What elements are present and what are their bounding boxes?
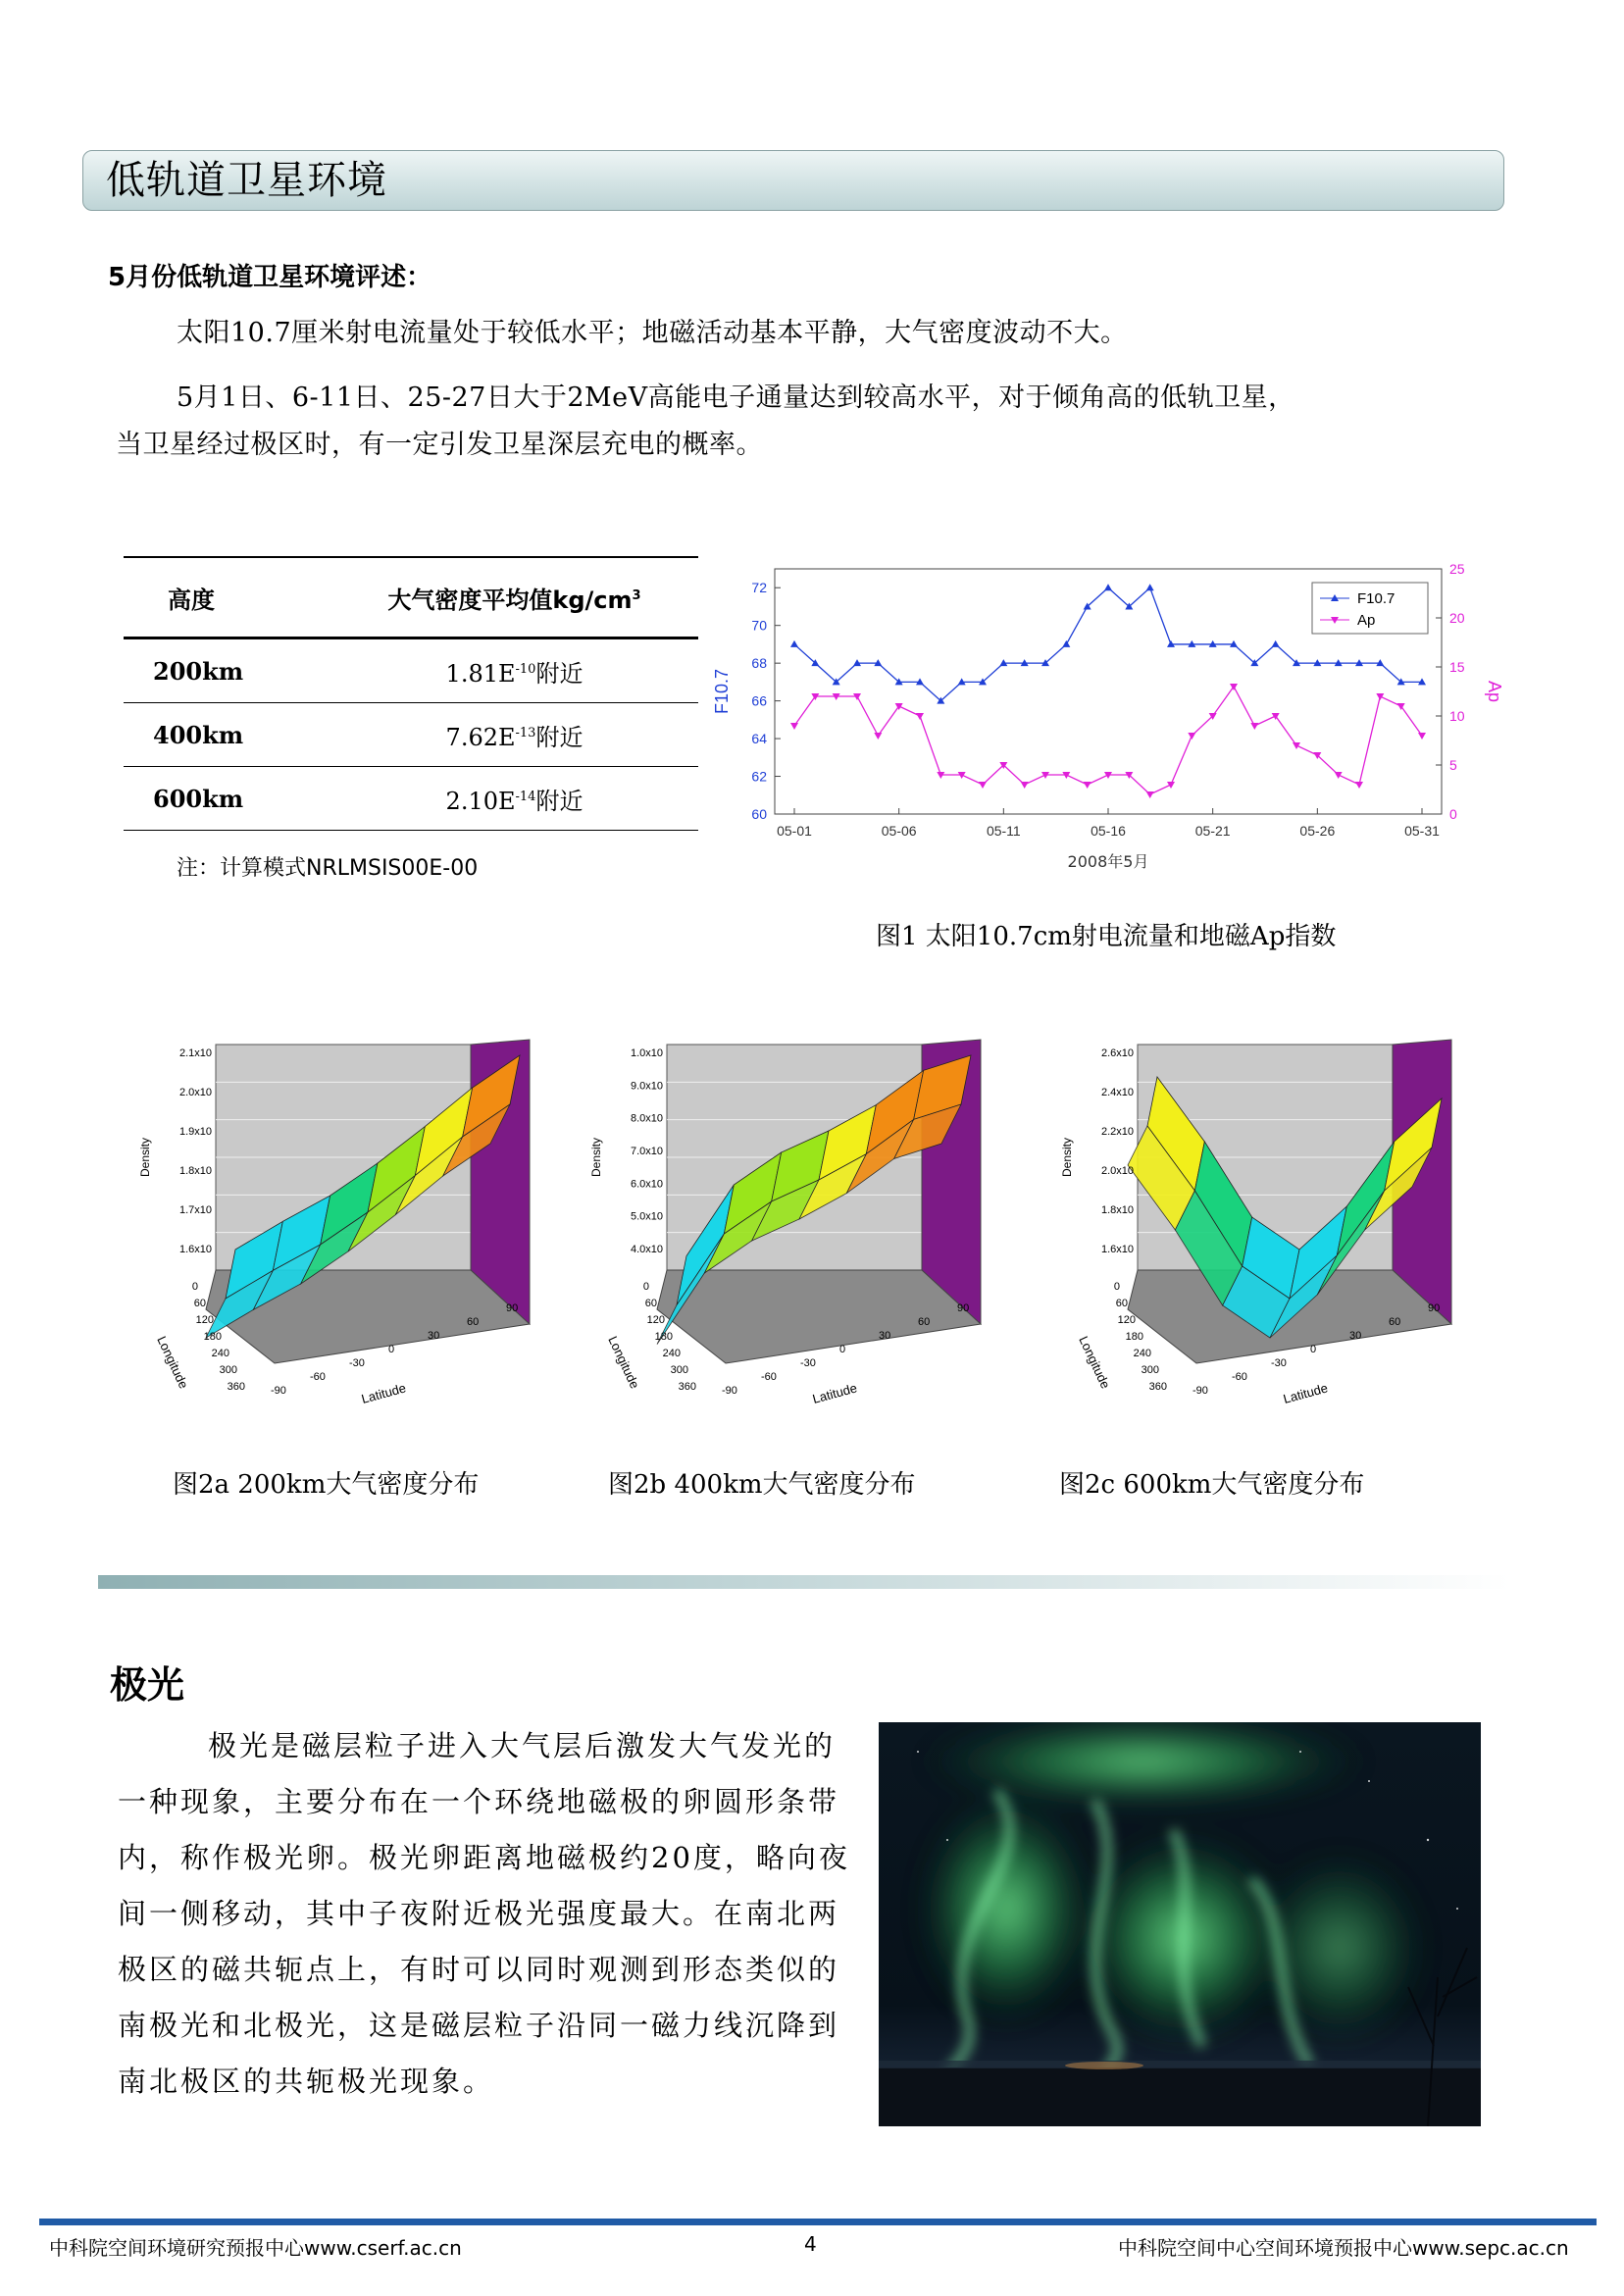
figure2b-caption: 图2b 400km大气密度分布 [608,1470,916,1500]
longitude-tick-label: 0 [191,1281,198,1293]
x-tick-label: 05-01 [777,823,812,839]
aurora-text: 极光是磁层粒子进入大气层后激发大气发光的一种现象，主要分布在一个环绕地磁极的卵圆形条带内，称作极光卵。极光卵距离地磁极约20度，略向夜间一侧移动，其中子夜附近极光强度最大。在南北两极区的磁共轭点上，有时可以同时观测到形态类似的南极光和北极光，这是磁层粒子沿同一磁力线沉降到南北极区的共轭极光现象。 [118,1729,850,2098]
data-point-ap [1418,733,1426,740]
latitude-tick-label: 90 [957,1302,970,1314]
latitude-tick-label: -90 [722,1385,737,1397]
longitude-tick-label: 180 [1125,1331,1143,1343]
latitude-tick-label: 0 [388,1344,395,1355]
table-cell-altitude: 200km [124,638,330,703]
y-right-tick-label: 10 [1449,708,1465,724]
z-tick-label: 2.0x10 [1100,1165,1134,1177]
latitude-tick-label: -60 [1232,1371,1247,1383]
figure2a-caption: 图2a 200km大气密度分布 [173,1470,480,1500]
latitude-tick-label: 30 [428,1330,440,1342]
density-mantissa: 1.81E [445,659,516,688]
data-point-ap [1355,782,1363,789]
latitude-tick-label: -60 [310,1371,326,1383]
latitude-tick-label: 60 [467,1316,480,1328]
y-left-tick-label: 70 [751,617,767,634]
data-point-ap [1376,693,1384,700]
z-tick-label: 2.1x10 [178,1047,212,1059]
density-suffix: 附近 [535,723,584,751]
y-left-tick-label: 66 [751,692,767,709]
legend-label-ap: Ap [1357,612,1376,629]
table-cell-altitude: 600km [124,767,330,831]
z-tick-label: 5.0x10 [630,1210,663,1223]
review-heading: 5月份低轨道卫星环境评述： [108,263,432,292]
table-header-unit-exp: 3 [632,587,641,603]
table-cell-density [330,703,698,767]
z-tick-label: 2.2x10 [1100,1126,1134,1138]
latitude-tick-label: 90 [506,1302,519,1314]
longitude-tick-label: 60 [644,1298,657,1309]
data-point-f107 [1104,584,1112,590]
latitude-tick-label: -30 [800,1357,816,1369]
data-point-ap [916,713,924,720]
longitude-tick-label: 240 [662,1348,681,1359]
latitude-tick-label: 60 [918,1316,931,1328]
latitude-tick-label: 30 [879,1330,891,1342]
latitude-axis-label: Latitude [810,1380,859,1406]
longitude-tick-label: 120 [195,1314,214,1326]
longitude-tick-label: 300 [670,1364,688,1376]
latitude-tick-label: -90 [1193,1385,1208,1397]
density-mantissa: 2.10E [445,787,516,815]
figure2c-caption: 图2c 600km大气密度分布 [1059,1470,1365,1500]
z-tick-label: 8.0x10 [630,1112,663,1125]
footer-rule [39,2219,1597,2225]
latitude-tick-label: 90 [1428,1302,1441,1314]
review-paragraph-1: 太阳10.7厘米射电流量处于较低水平；地磁活动基本平静，大气密度波动不大。 [177,318,1128,348]
footer-page-number: 4 [804,2232,817,2256]
data-point-ap [1167,782,1175,789]
table-row [124,767,698,831]
z-tick-label: 6.0x10 [630,1178,663,1191]
longitude-tick-label: 300 [219,1364,237,1376]
table-header-row [124,557,698,638]
latitude-axis-label: Latitude [1281,1380,1330,1406]
f107-ap-chart [706,559,1530,893]
z-tick-label: 1.8x10 [1100,1204,1134,1216]
z-tick-label: 9.0x10 [630,1080,663,1093]
data-point-ap [979,782,987,789]
longitude-tick-label: 60 [193,1298,206,1309]
data-point-ap [1250,723,1258,730]
latitude-tick-label: -30 [1271,1357,1287,1369]
data-point-ap [1188,733,1195,740]
x-tick-label: 05-06 [881,823,917,839]
footer-left-text: 中科院空间环境研究预报中心www.cserf.ac.cn [49,2236,462,2260]
data-point-ap [1146,791,1154,798]
density-table [124,556,698,831]
y-left-tick-label: 68 [751,655,767,672]
density-suffix: 附近 [535,787,584,815]
z-tick-label: 1.6x10 [178,1244,212,1255]
legend-label-f107: F10.7 [1357,590,1396,607]
longitude-tick-label: 180 [203,1331,222,1343]
longitude-axis-label: Longitude [1076,1333,1114,1392]
z-tick-label: 1.8x10 [178,1165,212,1177]
table-cell-altitude: 400km [124,703,330,767]
data-point-f107 [790,640,798,647]
latitude-tick-label: -90 [271,1385,286,1397]
z-tick-label: 1.6x10 [1100,1244,1134,1255]
y-left-tick-label: 62 [751,768,767,785]
z-tick-label: 1.9x10 [178,1126,212,1138]
table-note: 注：计算模式NRLMSIS00E-00 [177,856,479,881]
longitude-tick-label: 180 [654,1331,673,1343]
latitude-tick-label: 0 [1310,1344,1317,1355]
aurora-photo [879,1722,1481,2126]
y-left-tick-label: 60 [751,806,767,822]
density-exponent: -14 [515,789,536,804]
longitude-axis-label: Longitude [605,1333,643,1392]
longitude-tick-label: 240 [211,1348,229,1359]
y-right-tick-label: 25 [1449,561,1465,577]
longitude-tick-label: 240 [1133,1348,1151,1359]
table-header-density-label: 大气密度平均值kg/cm [387,586,633,614]
z-tick-label: 1.7x10 [178,1204,212,1216]
y-right-tick-label: 0 [1449,806,1457,822]
latitude-tick-label: -60 [761,1371,777,1383]
data-point-f107 [1272,640,1280,647]
x-tick-label: 05-11 [986,823,1021,839]
density-surface-plot-200km [137,1030,569,1422]
table-header-altitude: 高度 [124,557,330,638]
x-tick-label: 05-26 [1299,823,1336,839]
x-axis-label: 2008年5月 [1067,852,1149,871]
data-point-ap [790,723,798,730]
longitude-tick-label: 360 [1148,1381,1167,1393]
data-point-ap [874,733,882,740]
z-tick-label: 7.0x10 [630,1146,663,1157]
longitude-tick-label: 0 [1113,1281,1120,1293]
z-axis-label: Density [138,1137,152,1178]
section-divider [98,1575,1510,1589]
density-surface-plot-600km [1059,1030,1491,1422]
longitude-tick-label: 360 [227,1381,245,1393]
y-left-axis-label: F10.7 [712,668,732,715]
x-tick-label: 05-31 [1404,823,1440,839]
data-point-f107 [1146,584,1154,590]
z-axis-label: Density [589,1137,603,1178]
latitude-axis-label: Latitude [359,1380,408,1406]
z-tick-label: 4.0x10 [630,1244,663,1255]
x-tick-label: 05-21 [1194,823,1231,839]
table-cell-density [330,638,698,703]
data-point-ap [1335,772,1343,779]
z-tick-label: 1.0x10 [630,1047,663,1059]
latitude-tick-label: -30 [349,1357,365,1369]
density-mantissa: 7.62E [445,723,516,751]
data-point-f107 [1062,640,1070,647]
density-suffix: 附近 [535,659,584,688]
longitude-tick-label: 300 [1141,1364,1159,1376]
y-right-tick-label: 5 [1449,757,1457,773]
latitude-tick-label: 60 [1389,1316,1401,1328]
y-left-tick-label: 64 [751,731,767,747]
data-point-ap [1084,782,1091,789]
longitude-tick-label: 0 [642,1281,649,1293]
longitude-tick-label: 120 [1117,1314,1136,1326]
table-cell-density [330,767,698,831]
aurora-title: 极光 [110,1663,185,1707]
y-right-tick-label: 20 [1449,610,1465,626]
x-tick-label: 05-16 [1091,823,1126,839]
latitude-tick-label: 0 [839,1344,846,1355]
z-tick-label: 2.6x10 [1100,1047,1134,1059]
z-tick-label: 2.0x10 [178,1087,212,1098]
density-surface-plot-400km [588,1030,1020,1422]
review-paragraph-3: 当卫星经过极区时，有一定引发卫星深层充电的概率。 [116,430,763,460]
data-point-ap [1021,782,1029,789]
longitude-axis-label: Longitude [154,1333,192,1392]
y-right-tick-label: 15 [1449,659,1465,675]
longitude-tick-label: 60 [1115,1298,1128,1309]
table-header-density [330,557,698,638]
table-row [124,703,698,767]
longitude-tick-label: 120 [646,1314,665,1326]
footer-right-text: 中科院空间中心空间环境预报中心www.sepc.ac.cn [1118,2236,1569,2260]
y-left-tick-label: 72 [751,580,767,596]
section-title: 低轨道卫星环境 [106,158,387,203]
table-row [124,638,698,703]
data-point-ap [1293,742,1300,749]
latitude-tick-label: 30 [1349,1330,1362,1342]
density-exponent: -10 [515,661,536,677]
y-right-axis-label: Ap [1485,680,1504,703]
density-exponent: -13 [515,725,536,740]
figure1-caption: 图1 太阳10.7cm射电流量和地磁Ap指数 [876,922,1337,951]
review-paragraph-2: 5月1日、6-11日、25-27日大于2MeV高能电子通量达到较高水平，对于倾角高的低轨卫星， [177,383,1295,413]
z-tick-label: 2.4x10 [1100,1087,1134,1098]
longitude-tick-label: 360 [678,1381,696,1393]
z-axis-label: Density [1060,1137,1074,1178]
